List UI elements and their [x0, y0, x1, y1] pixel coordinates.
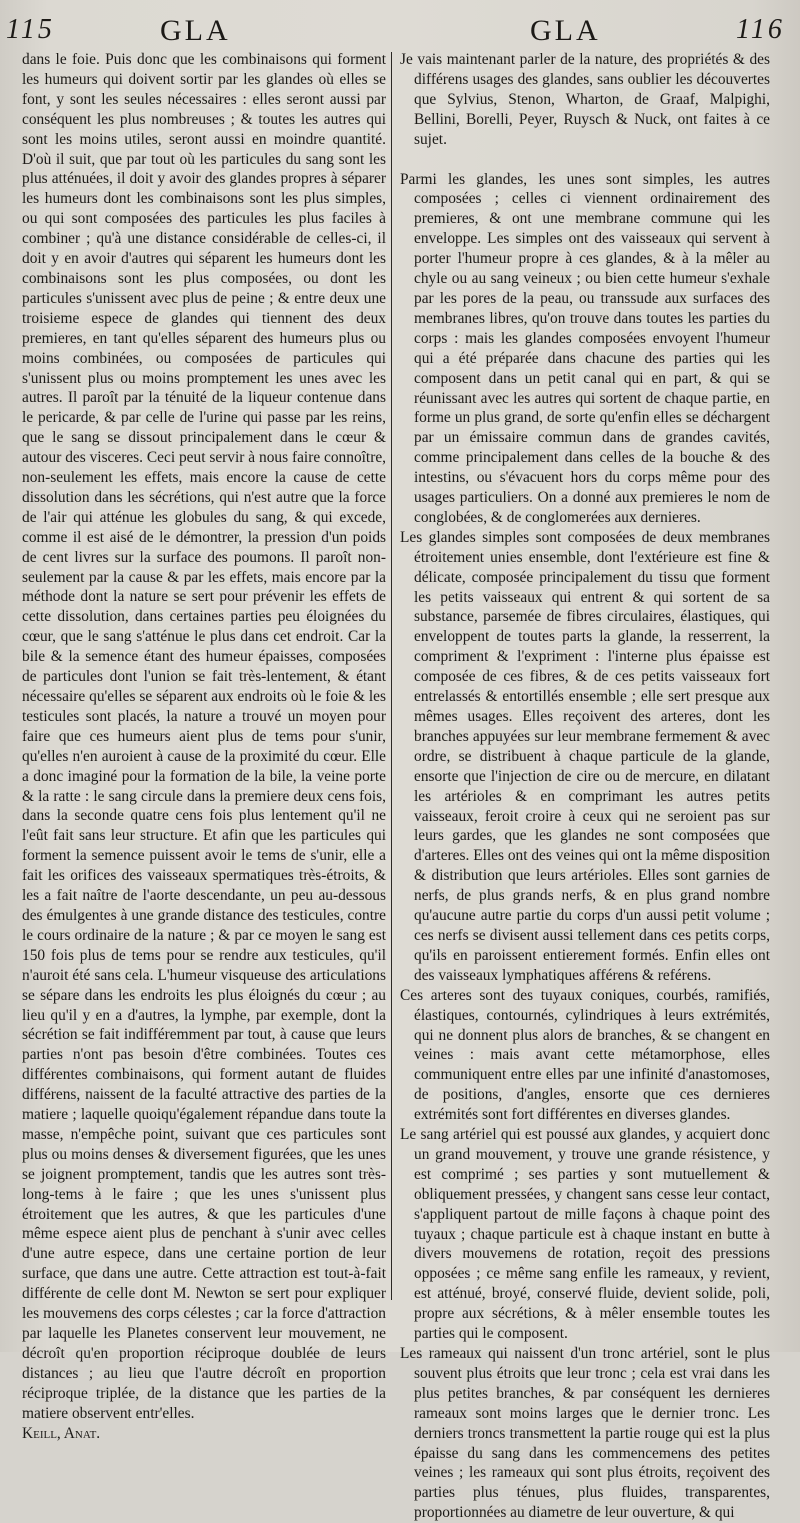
paragraph-types-of-glands: Parmi les glandes, les unes sont simples, les autres composées ; celles ci viennent ordinairement des premieres, & ont une membrane commune qui les enveloppe. Les simples ont des vaisseaux qui servent à porter l'humeur propre à ces glandes, & à la mêler au chyle ou au sang veineux ; ou bien cette humeur s'exhale par les pores de la peau, ou transsude aux surfaces des membranes libres, qu'on trouve dans toutes les parties du corps : mais les glandes composées envoyent l'humeur qui a été préparée dans chacune des parties qui les composent dans un petit canal qui en part, & qui se réunissant avec les autres qui sortent de chaque partie, en forme un plus grand, de sorte qu'enfin elles se déchargent par un émissaire commun dans de grandes cavités, comme principalement dans celles de la bouche & des intestins, ou s'évacuent hors du corps même pour des usages particuliers. On a donné aux premieres le nom de conglobées, & de conglomerées aux dernieres.: [400, 170, 770, 526]
right-page-number: 116: [736, 14, 785, 45]
left-page-number: 115: [6, 14, 55, 45]
citation-signature: Keill, Anat.: [22, 1424, 101, 1442]
paragraph-arteries: Ces arteres sont des tuyaux coniques, courbés, ramifiés, élastiques, contournés, cylindriques à leurs extrémités, qui ne donnent plus alors de branches, & se changent en veines : mais avant cette métamorphose, elles communiquent entre elles par une infinité d'anastomoses, de positions, d'angles, ensorte que ces dernieres extrémités sont fort différentes en diverses glandes.: [400, 986, 770, 1124]
paragraph-intro: Je vais maintenant parler de la nature, des propriétés & des différens usages des glandes, sans oublier les découvertes que Sylvius, Stenon, Wharton, de Graaf, Malpighi, Bellini, Borelli, Peyer, Ruysch & Nuck, ont faites à ce sujet.: [400, 51, 770, 148]
paragraph-simple-glands: Les glandes simples sont composées de deux membranes étroitement unies ensemble, dont l'extérieure est fine & délicate, composée principalement du tissu que forment les petits vaisseaux qui entrent & qui sortent de sa substance, parsemée de fibres circulaires, élastiques, qui enveloppent de toutes parts la glande, la resserrent, la compriment & l'expriment : l'interne plus épaisse est composée de ces fibres, & de ces petits vaisseaux fort entrelassés & entortillés ensemble ; elle sert presque aux mêmes usages. Elles reçoivent des arteres, dont les branches appuyées sur leur membrane fermement & avec ordre, se distribuent à chaque particule de la glande, ensorte que l'injection de cire ou de mercure, en dilatant les artérioles & en comprimant les autres petits vaisseaux, feroit croire à ceux qui ne seroient pas sur leurs gardes, que les glandes ne sont composées que d'arteres. Elles ont des veines qui ont la même disposition & distribution que leurs artérioles. Elles sont garnies de nerfs, de plus grands nerfs, & en plus grand nombre qu'aucune autre partie du corps d'un aussi petit volume ; ces nerfs se divisent aussi tellement dans ces petits corps, qu'ils en paroissent entierement formés. Enfin elles ont des vaisseaux lymphatiques afférens & reférens.: [400, 528, 770, 984]
left-running-head: GLA: [160, 14, 231, 47]
left-column: [22, 50, 386, 1443]
right-running-head: GLA: [530, 14, 601, 47]
paragraph-branches: Les rameaux qui naissent d'un tronc artériel, sont le plus souvent plus étroits que leur tronc ; cela est vrai dans les plus petites branches, & par conséquent les dernieres rameaux sont moins larges que le dernier tronc. Les derniers troncs transmettent la partie rouge qui est la plus épaisse du sang dans les commencemens des petites veines ; les rameaux qui sont plus étroits, reçoivent des parties plus ténues, plus fluides, transparentes, proportionnées au diametre de leur ouverture, & qui: [400, 1345, 770, 1522]
column-divider: [391, 52, 392, 1300]
running-header: [0, 14, 800, 50]
left-column-text: dans le foie. Puis donc que les combinaisons qui forment les humeurs qui doivent sortir par les glandes où elles se font, y sont les seules nécessaires : elles seront aussi par conséquent les plus nombreuses ; & toutes les autres qui sont les moins utiles, seront aussi en moindre quantité. D'où il suit, que par tout où les particules du sang sont les plus atténuées, il doit y avoir des glandes propres à séparer les humeurs dont les combinaisons sont les plus simples, ou qui sont composées des particules les plus faciles à combiner ; qu'à une distance considérable de celles-ci, il doit y en avoir d'autres qui séparent les humeurs dont les combinaisons sont les plus composées, ou dont les particules s'unissent avec plus de peine ; & entre deux une troisieme espece de glandes qui tiennent des deux premieres, en tant qu'elles séparent des humeurs plus ou moins combinées, ou composées de particules qui s'unissent plus ou moins promptement les unes avec les autres. Il paroît par la ténuité de la liqueur contenue dans le pericarde, & par celle de l'urine qui passe par les reins, que le sang se dissout principalement dans le cœur & autour des visceres. Ceci peut servir à nous faire connoître, non-seulement les effets, mais encore la cause de cette dissolution dans les sécrétions, qui n'est autre que la force de l'air qui atténue les globules du sang, & qui excede, comme il est aisé de le démontrer, la pression d'un poids de cent livres sur la surface des poumons. Il paroît non-seulement par la cause & par les effets, mais encore par la méthode dont la nature se sert pour prévenir les effets de cette dissolution, dans certaines parties peu éloignées du cœur, que le sang s'atténue le plus dans cet endroit. Car la bile & la semence étant des humeur épaisses, composées de particules dont l'union se fait très-lentement, & étant nécessaire qu'elles se séparent aux endroits où le foie & les testicules sont placés, la nature a trouvé un moyen pour faire que ces humeurs aient plus de tems pour s'unir, qu'elles n'en auroient à cause de la proximité du cœur. Elle a donc imaginé pour la formation de la bile, la veine porte & la ratte : le sang circule dans la premiere deux cens fois, dans la seconde quatre cens fois plus lentement qu'il ne l'eût fait sans leur structure. Et afin que les particules qui forment la semence puissent avoir le tems de s'unir, elle a fait les orifices des vaisseaux spermatiques très-étroits, & les a fait naître de l'aorte descendante, un peu au-dessous des émulgentes à une grande distance des testicules, contre le cours ordinaire de la nature ; & par ce moyen le sang est 150 fois plus de tems pour se rendre aux testicules, qu'il n'auroit été sans cela. L'humeur visqueuse des articulations se sépare dans les endroits les plus éloignés du cœur ; au lieu qu'il y en a d'autres, la lymphe, par exemple, dont la sécrétion se fait indifféremment par tout, à cause que leurs parties n'ont pas besoin d'être combinées. Toutes ces différentes combinaisons, qui forment autant de fluides différens, naissent de la faculté attractive des parties de la matiere ; laquelle quoiqu'également répandue dans toute la masse, n'empêche point, suivant que ces particules sont plus ou moins denses & diversement figurées, que les unes se joignent promptement, tandis que les autres sont très-long-tems à le faire ; que les unes s'unissent plus étroitement que les autres, & que les particules d'une même espece aient plus de penchant à s'unir avec celles d'une autre espece, dans une certaine portion de leur surface, que dans une autre. Cette attraction est tout-à-fait différente de celle dont M. Newton se sert pour expliquer les mouvemens des corps célestes ; car la force d'attraction par laquelle les Planetes conservent leur mouvement, ne décroît qu'en proportion réciproque doublée de leurs distances ; au lieu que l'autre décroît en proportion réciproque triplée, de la distance que les parties de la matiere observent entr'elles.: [22, 51, 386, 1422]
paragraph-arterial-blood: Le sang artériel qui est poussé aux glandes, y acquiert donc un grand mouvement, y trouve une grande résistence, y est comprimé ; ses parties y sont mutuellement & obliquement pressées, y changent sans cesse leur contact, s'appliquent partout de mille façons à chaque point des tuyaux ; chaque particule est à chaque instant en butte à divers mouvemens de rotation, reçoit des pressions opposées ; ce même sang enfile les rameaux, y revient, est atténué, broyé, conservé fluide, devient solide, poli, propre aux sécrétions, & à mêler ensemble toutes les parties qui le composent.: [400, 1126, 770, 1343]
right-column: [400, 50, 770, 1523]
